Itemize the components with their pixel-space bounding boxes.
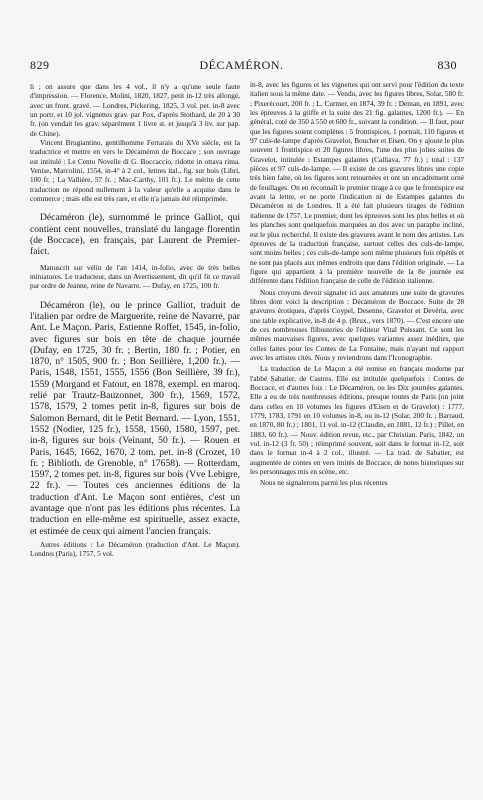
left-paragraph-2: Vincent Brugiantino, gentilhomme Ferrarais du XVe siècle, est la traductrice et mettre en vers le Décaméron de Boccace ; son ouvrage est intitulé : Le Cento Novelle di G. Boccaccio, ridotte in ottava rima. Venise, Marcolini, 1554, in-4° à 2 col., lettres ital., fig. sur bois (Libri, 100 fr. ; La Vallière, 57 fr. ; Mac-Carthy, 101 fr.). Le mérite de cette traduction ne répond nullement à la valeur qu'elle a acquise dans le commerce ; mais elle est très rare, et elle n'a jamais été réimprimée. — [30, 138, 240, 204]
right-paragraph-3: La traduction de Le Maçon a été remise en français moderne par l'abbé Sabatier, de Castres. Elle est intitulée quelquefois : Contes de Boccace, et d'autres fois : Le Décaméron, ou les Dix journées galantes. Elle a eu de très nombreuses éditions, presque toutes de Paris (on joint dans celles en 10 volumes les figures d'Eisen et de Gravelot) : 1777, 1779, 1783, 1791 en 10 volumes in-8, ou in-12 (Solar, 200 fr. ; Barraud, en 1870, 80 fr.) ; 1801, 11 vol. in-12 (Claudin, en 1881, 12 fr.) ; Pillet, en 1883, 60 fr.). — Nouv. édition revue, etc., par Christian. Paris, 1842, un vol. in-12 (3 fr. 50) ; réimprimé souvent, soit dans le format in-12, soit dans le format in-4 à 2 col., illustré. — La trad. de Sabatier, est augmentée de contes en vers imités de Boccace, de notes historiques sur les personnages mis en scène, etc. — [250, 364, 464, 477]
right-paragraph-2: Nous croyons devoir signaler ici aux amateurs une suite de gravures libres dont voici la description : Décaméron de Boccace. Suite de 28 gravures érotiques, d'après Coypel, Desenne, Gravelot et Devéria, avec une table explicative, in-8 de 4 p. (Brux., vers 1870). — C'est encore une de ces nombreuses flibusteries de l'éditeur Vital Puissant. Ce sont les mêmes mauvaises figures, avec quelques variantes assez inédites, que celles faites pour les Contes de La Fontaine, mais n'ayant nul rapport avec les artistes cités. Nous y reviendrons dans l'Iconographie. — [250, 287, 464, 362]
left-paragraph-4: Manuscrit sur vélin de l'an 1414, in-folio, avec de très belles miniatures. Le traducteur, dans un Avertissement, dit qu'il fit ce travail par ordre de Jeanne, reine de Navarre. — Dufay, en 1725, 100 fr. — [30, 262, 240, 291]
running-title: DÉCAMÉRON. — [199, 58, 284, 72]
page-number-right: 830 — [437, 58, 457, 72]
left-paragraph-1: li ; on assure que dans les 4 vol., il n'y a qu'une seule faute d'impression. — Florence, Molini, 1820, 1827, petit in-12 très allongé, avec un front. gravé. — Londres, Pickering, 1825, 3 vol. pet. in-8 avec un portr. et 10 jol. vignettes grav. par Fox, d'après Stothard, de 20 à 30 fr. (on vendait les grav. séparément 1 livre st. et jusqu'à 3 liv. sur pap. de Chine). — [30, 82, 240, 138]
entry-decameron-galliot-heading: Décaméron (le), surnommé le prince Galliot, qui contient cent nouvelles, translaté du langage florentin (de Boccace), en français, par Laurent de Premier-faict. — [30, 212, 240, 258]
left-paragraph-6: Autres éditions : Le Décaméron (traduction d'Ant. Le Maçon). Londres (Paris), 1757, 5 vol. — [30, 539, 240, 559]
entry-decameron-le-macon: Décaméron (le), ou le prince Galliot, traduit de l'italien par ordre de Marguerite, reine de Navarre, par Ant. Le Maçon. Paris, Estienne Roffet, 1545, in-folio, avec figures sur bois en tête de chaque journée (Dufay, en 1725, 30 fr. ; Bertin, 180 fr. ; Potier, en 1870, n° 1505, 900 fr. ; Bon Seillière, 1,200 fr.). — Paris, 1548, 1551, 1555, 1556 (Bon Seillière, 39 fr.), 1559 (Morgand et Fatout, en 1878, exempl. en maroq. relié par Trautz-Bauzonnet, 300 fr.), 1569, 1572, 1578, 1579, 2 tomes petit in-8, figures sur bois de Salomon Bernard, dit le Petit Bernard. — Lyon, 1551, 1552 (Nodier, 125 fr.), 1558, 1560, 1580, 1597, pet. in-8, figures sur bois (Veinant, 50 fr.). — Rouen et Paris, 1645, 1662, 1670, 2 tom. pet. in-8 (Crozet, 10 fr. ; Biblioth. de Grenoble, n° 17658). — Rotterdam, 1597, 2 tomes pet. in-8, figures sur bois (Vve Lebigre, 22 fr.). — Toutes ces anciennes éditions de la traduction d'Ant. Le Maçon sont entières, c'est un avantage que n'ont pas les éditions plus récentes. La traduction en elle-même est spirituelle, assez exacte, et estimée de ceux qui aiment l'ancien français. — [30, 299, 240, 537]
right-paragraph-4: Nous ne signalerons parmi les plus récentes — [260, 478, 388, 488]
left-column — [30, 82, 240, 559]
page-number-left: 829 — [30, 58, 50, 72]
right-paragraph-1: in-8, avec les figures et les vignettes qui ont servi pour l'édition du texte italien sous la même date. — Vendu, avec les figures libres, Solar, 580 fr. ; Pixerécourt, 200 fr. ; L. Curmer, en 1874, 39 fr. ; Deman, en 1891, avec les épreuves à la griffe et la suite des 21 fig. galantes, 1200 fr.). — En général, coté de 350 à 550 et 600 fr., suivant la condition. — Il faut, pour que les figures soient complètes : 5 frontispices, 1 portrait, 110 figures et 97 culs-de-lampe d'après Gravelot, Boucher et Eisen. On y ajoute le plus souvent 1 frontispice et 20 figures libres, l'une des plus jolies suites de Gravelot, intitulée : Estampes galantes (Calliava, 77 fr.) ; total : 137 pièces et 97 culs-de-lampe. — Il existe de ces gravures libres une copie très bien faite, où les figures sont retournées et ont un encadrement orné de feuillages. On en reconnaît le premier tirage à ce que le frontispice est avant la lettre, et ne porte l'indication ni de Estampes galantes du Décaméron ni de Londres. Il a été fait plusieurs tirages de l'édition italienne de 1757. Le premier, dont les épreuves sont les plus belles et où les planches sont quelquefois marquées au dos avec un paraphe incliné, est le plus recherché. Il existe des gravures avant le nom des artistes. Les épreuves de la traduction française, surtout celles des culs-de-lampe, sont moins belles ; ces culs-de-lampe sont même plusieurs fois répétés et ne sont pas placés aux mêmes endroits que dans l'édition originale. — La figure qui appartient à la première nouvelle de la 8e journée est différente dans l'édition française de celle de l'édition italienne. — [250, 80, 464, 286]
right-column — [250, 80, 464, 488]
running-header — [0, 58, 483, 74]
